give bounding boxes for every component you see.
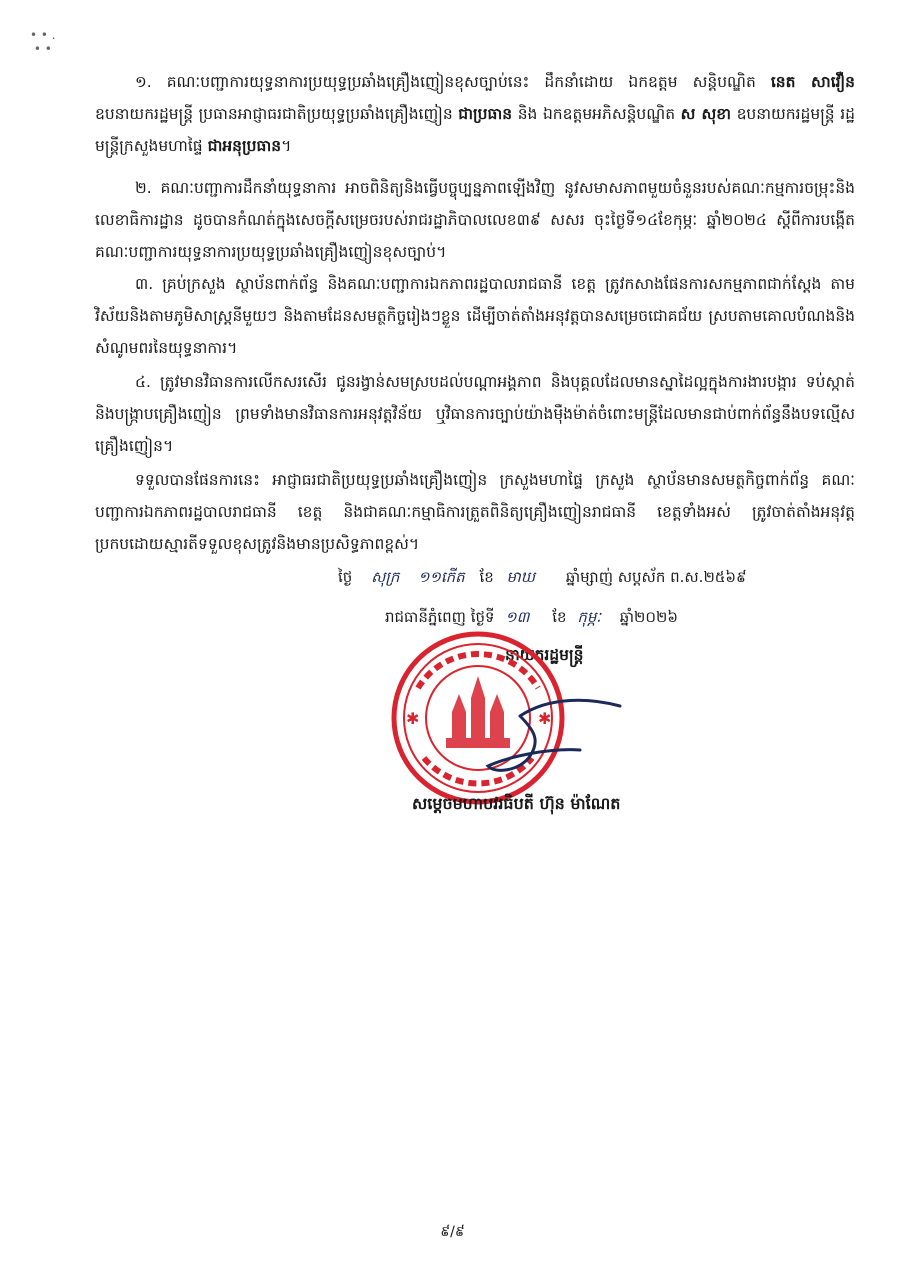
svg-text:✱: ✱ — [538, 709, 552, 728]
lunar-month-label: ខែ — [479, 568, 494, 586]
svg-text:✱: ✱ — [406, 709, 420, 728]
scan-mark-dots: • • . • • — [30, 28, 56, 56]
lunar-weekday: សុក្រ — [371, 568, 400, 586]
handwritten-signature — [480, 686, 630, 778]
clause-1-vice-role: ជាអនុប្រធាន — [207, 137, 282, 155]
signer-title: នាយករដ្ឋមន្ត្រី — [505, 646, 584, 664]
solar-date-line — [385, 608, 678, 630]
solar-month-label: ខែ — [552, 608, 567, 626]
closing-paragraph: ទទួលបានផែនការនេះ អាជ្ញាធរជាតិប្រយុទ្ធប្រឆាំងគ្រឿងញៀន ក្រសួងមហាផ្ទៃ ក្រសួង ស្ថាប័នមានសមត្ថកិច្ចពាក់ព័ន្ធ គណៈបញ្ជាការឯកភាពរដ្ឋបាលរាជធានី ខេត្ត និងជាគណៈកម្មាធិការត្រួតពិនិត្យគ្រឿងញៀនរាជធានី ខេត្តទាំងអស់ ត្រូវចាត់តាំងអនុវត្តប្រកបដោយស្មារតីទទួលខុសត្រូវនិងមានប្រសិទ្ធភាពខ្ពស់។ — [95, 471, 855, 553]
lunar-day: ១១កើត — [418, 568, 465, 586]
solar-month: កុម្ភៈ — [577, 608, 601, 626]
page-number: ៩/៩ — [440, 1224, 465, 1240]
clause-1-chair-role: ជាប្រធាន — [458, 105, 513, 123]
clause-1-text-c: ឧបនាយករដ្ឋមន្ត្រី ប្រធានអាជ្ញាធរជាតិប្រយុទ្ធប្រឆាំងគ្រឿងញៀន — [95, 105, 459, 123]
clause-1 — [95, 66, 855, 162]
clause-3: ៣. គ្រប់ក្រសួង ស្ថាប័នពាក់ព័ន្ធ និងគណៈបញ្ជាការឯកភាពរដ្ឋបាលរាជធានី ខេត្ត ត្រូវកសាងផែនការសកម្មភាពជាក់ស្តែង តាមវិស័យនិងតាមភូមិសាស្ត្រនីមួយៗ និងតាមដែនសមត្ថកិច្ចរៀងៗខ្លួន ដើម្បីចាត់តាំងអនុវត្តបានសម្រេចជោគជ័យ ស្របតាមគោលបំណងនិងសំណូមពរនៃយុទ្ធនាការ។ — [95, 275, 855, 357]
clause-1-text-a: ១. គណៈបញ្ជាការយុទ្ធនាការប្រយុទ្ធប្រឆាំងគ្រឿងញៀនខុសច្បាប់នេះ ដឹកនាំដោយ ឯកឧត្តម សន្តិបណ្ឌិត — [135, 73, 771, 91]
signer-name: សម្តេចមហាបវរធិបតី ហ៊ុន ម៉ាណែត — [412, 794, 621, 813]
lunar-date-line — [338, 568, 747, 590]
clause-1-chair-name: នេត សាវឿន — [770, 73, 855, 91]
clause-4: ៤. ត្រូវមានវិធានការលើកសរសើរ ជូនរង្វាន់សមស្របដល់បណ្តាអង្គភាព និងបុគ្គលដែលមានស្នាដៃល្អក្នុងការងារបង្ការ ទប់ស្កាត់ និងបង្ក្រាបគ្រឿងញៀន ព្រមទាំងមានវិធានការអនុវត្តវិន័យ ឬវិធានការច្បាប់យ៉ាងម៉ឺងម៉ាត់ចំពោះមន្ត្រីដែលមានជាប់ពាក់ព័ន្ធនឹងបទល្មើសគ្រឿងញៀន។ — [95, 373, 855, 455]
lunar-month: មាឃ — [506, 568, 536, 586]
clause-1-text-f: ។ — [281, 137, 292, 155]
lunar-year: ឆ្នាំម្សាញ់ សប្តស័ក ព.ស.២៥៦៩ — [565, 568, 747, 586]
lunar-day-label: ថ្ងៃ — [338, 568, 353, 586]
solar-place: រាជធានីភ្នំពេញ ថ្ងៃទី — [385, 608, 495, 626]
clause-1-vice-name: ស សុខា — [680, 105, 731, 123]
clause-1-text-d: និង ឯកឧត្តមអភិសន្តិបណ្ឌិត — [512, 105, 681, 123]
solar-year: ឆ្នាំ២០២៦ — [619, 608, 678, 626]
clause-2: ២. គណៈបញ្ជាការដឹកនាំយុទ្ធនាការ អាចពិនិត្យនិងធ្វើបច្ចុប្បន្នភាពឡើងវិញ នូវសមាសភាពមួយចំនួនរបស់គណៈកម្មការចម្រុះនិងលេខាធិការដ្ឋាន ដូចបានកំណត់ក្នុងសេចក្តីសម្រេចរបស់រាជរដ្ឋាភិបាលលេខ៣៩ សសរ ចុះថ្ងៃទី១៤ខែកុម្ភៈ ឆ្នាំ២០២៤ ស្តីពីការបង្កើតគណៈបញ្ជាការយុទ្ធនាការប្រយុទ្ធប្រឆាំងគ្រឿងញៀនខុសច្បាប់។ — [95, 179, 855, 261]
clause-1-text-e: ឧបនាយករដ្ឋមន្ត្រី រដ្ឋមន្ត្រីក្រសួងមហាផ្ទៃ — [95, 105, 856, 155]
solar-day: ១៣ — [505, 608, 530, 626]
